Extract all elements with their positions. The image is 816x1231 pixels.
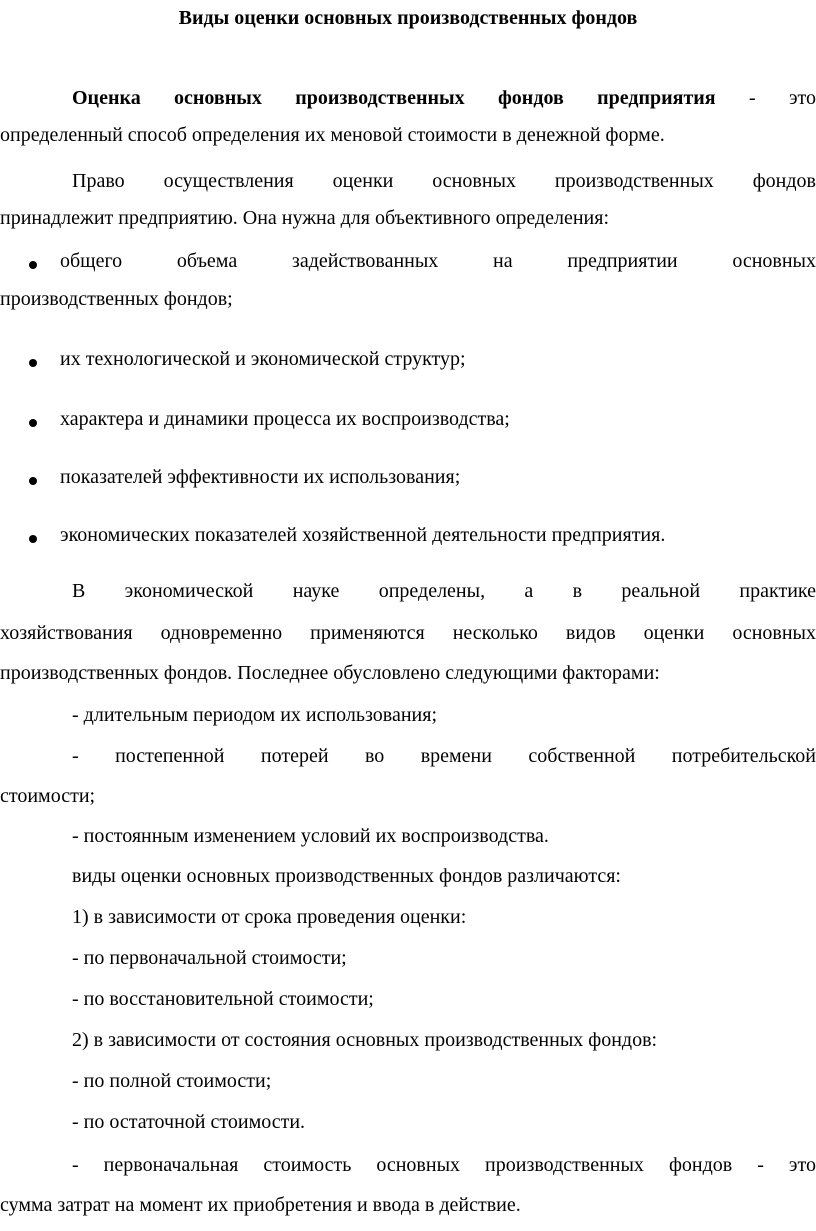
types-intro: виды оценки основных производственных фондов различаются: <box>72 865 621 887</box>
bullet-dot <box>29 261 37 269</box>
bullet-item-2: их технологической и экономической структур; <box>60 348 466 370</box>
science-paragraph-line-1: В экономической науке определены, а в реальной практике <box>72 580 816 602</box>
bullet-item-1-line-2: производственных фондов; <box>0 288 233 310</box>
definition-rest: это <box>788 87 816 109</box>
factor-2-line-2: стоимости; <box>0 785 96 807</box>
initial-cost-line-1: - первоначальная стоимость основных производственных фондов - это <box>72 1154 816 1176</box>
types-group-2: 2) в зависимости от состояния основных производственных фондов: <box>72 1029 658 1051</box>
right-paragraph-line-2: принадлежит предприятию. Она нужна для объективного определения: <box>0 207 610 229</box>
science-paragraph-line-2: хозяйствования одновременно применяются несколько видов оценки основных <box>0 622 816 644</box>
bullet-item-3: характера и динамики процесса их воспроизводства; <box>60 408 510 430</box>
bullet-item-5: экономических показателей хозяйственной деятельности предприятия. <box>60 524 666 546</box>
right-paragraph-line-1: Право осуществления оценки основных производственных фондов <box>72 170 816 192</box>
definition-dash: - <box>748 87 756 109</box>
document-title: Виды оценки основных производственных фондов <box>178 7 638 29</box>
types-group-2-item-a: - по полной стоимости; <box>72 1070 272 1092</box>
types-group-2-item-b: - по остаточной стоимости. <box>72 1111 306 1133</box>
definition-term: Оценка основных производственных фондов предприятия <box>72 87 716 109</box>
bullet-dot <box>29 535 37 543</box>
definition-line-2: определенный способ определения их меновой стоимости в денежной форме. <box>0 124 665 146</box>
types-group-1-item-a: - по первоначальной стоимости; <box>72 947 347 969</box>
definition-line-1 <box>72 80 816 116</box>
factor-2-line-1: - постепенной потерей во времени собственной потребительской <box>72 745 816 767</box>
types-group-1-item-b: - по восстановительной стоимости; <box>72 988 374 1010</box>
factor-1: - длительным периодом их использования; <box>72 704 438 726</box>
bullet-item-4: показателей эффективности их использования; <box>60 466 461 488</box>
science-paragraph-line-3: производственных фондов. Последнее обусловлено следующими факторами: <box>0 662 660 684</box>
initial-cost-line-2: сумма затрат на момент их приобретения и ввода в действие. <box>0 1194 521 1216</box>
bullet-dot <box>29 477 37 485</box>
types-group-1: 1) в зависимости от срока проведения оценки: <box>72 906 467 928</box>
factor-3: - постоянным изменением условий их воспроизводства. <box>72 825 549 847</box>
bullet-dot <box>29 359 37 367</box>
bullet-dot <box>29 419 37 427</box>
bullet-item-1-line-1: общего объема задействованных на предприятии основных <box>60 250 816 272</box>
